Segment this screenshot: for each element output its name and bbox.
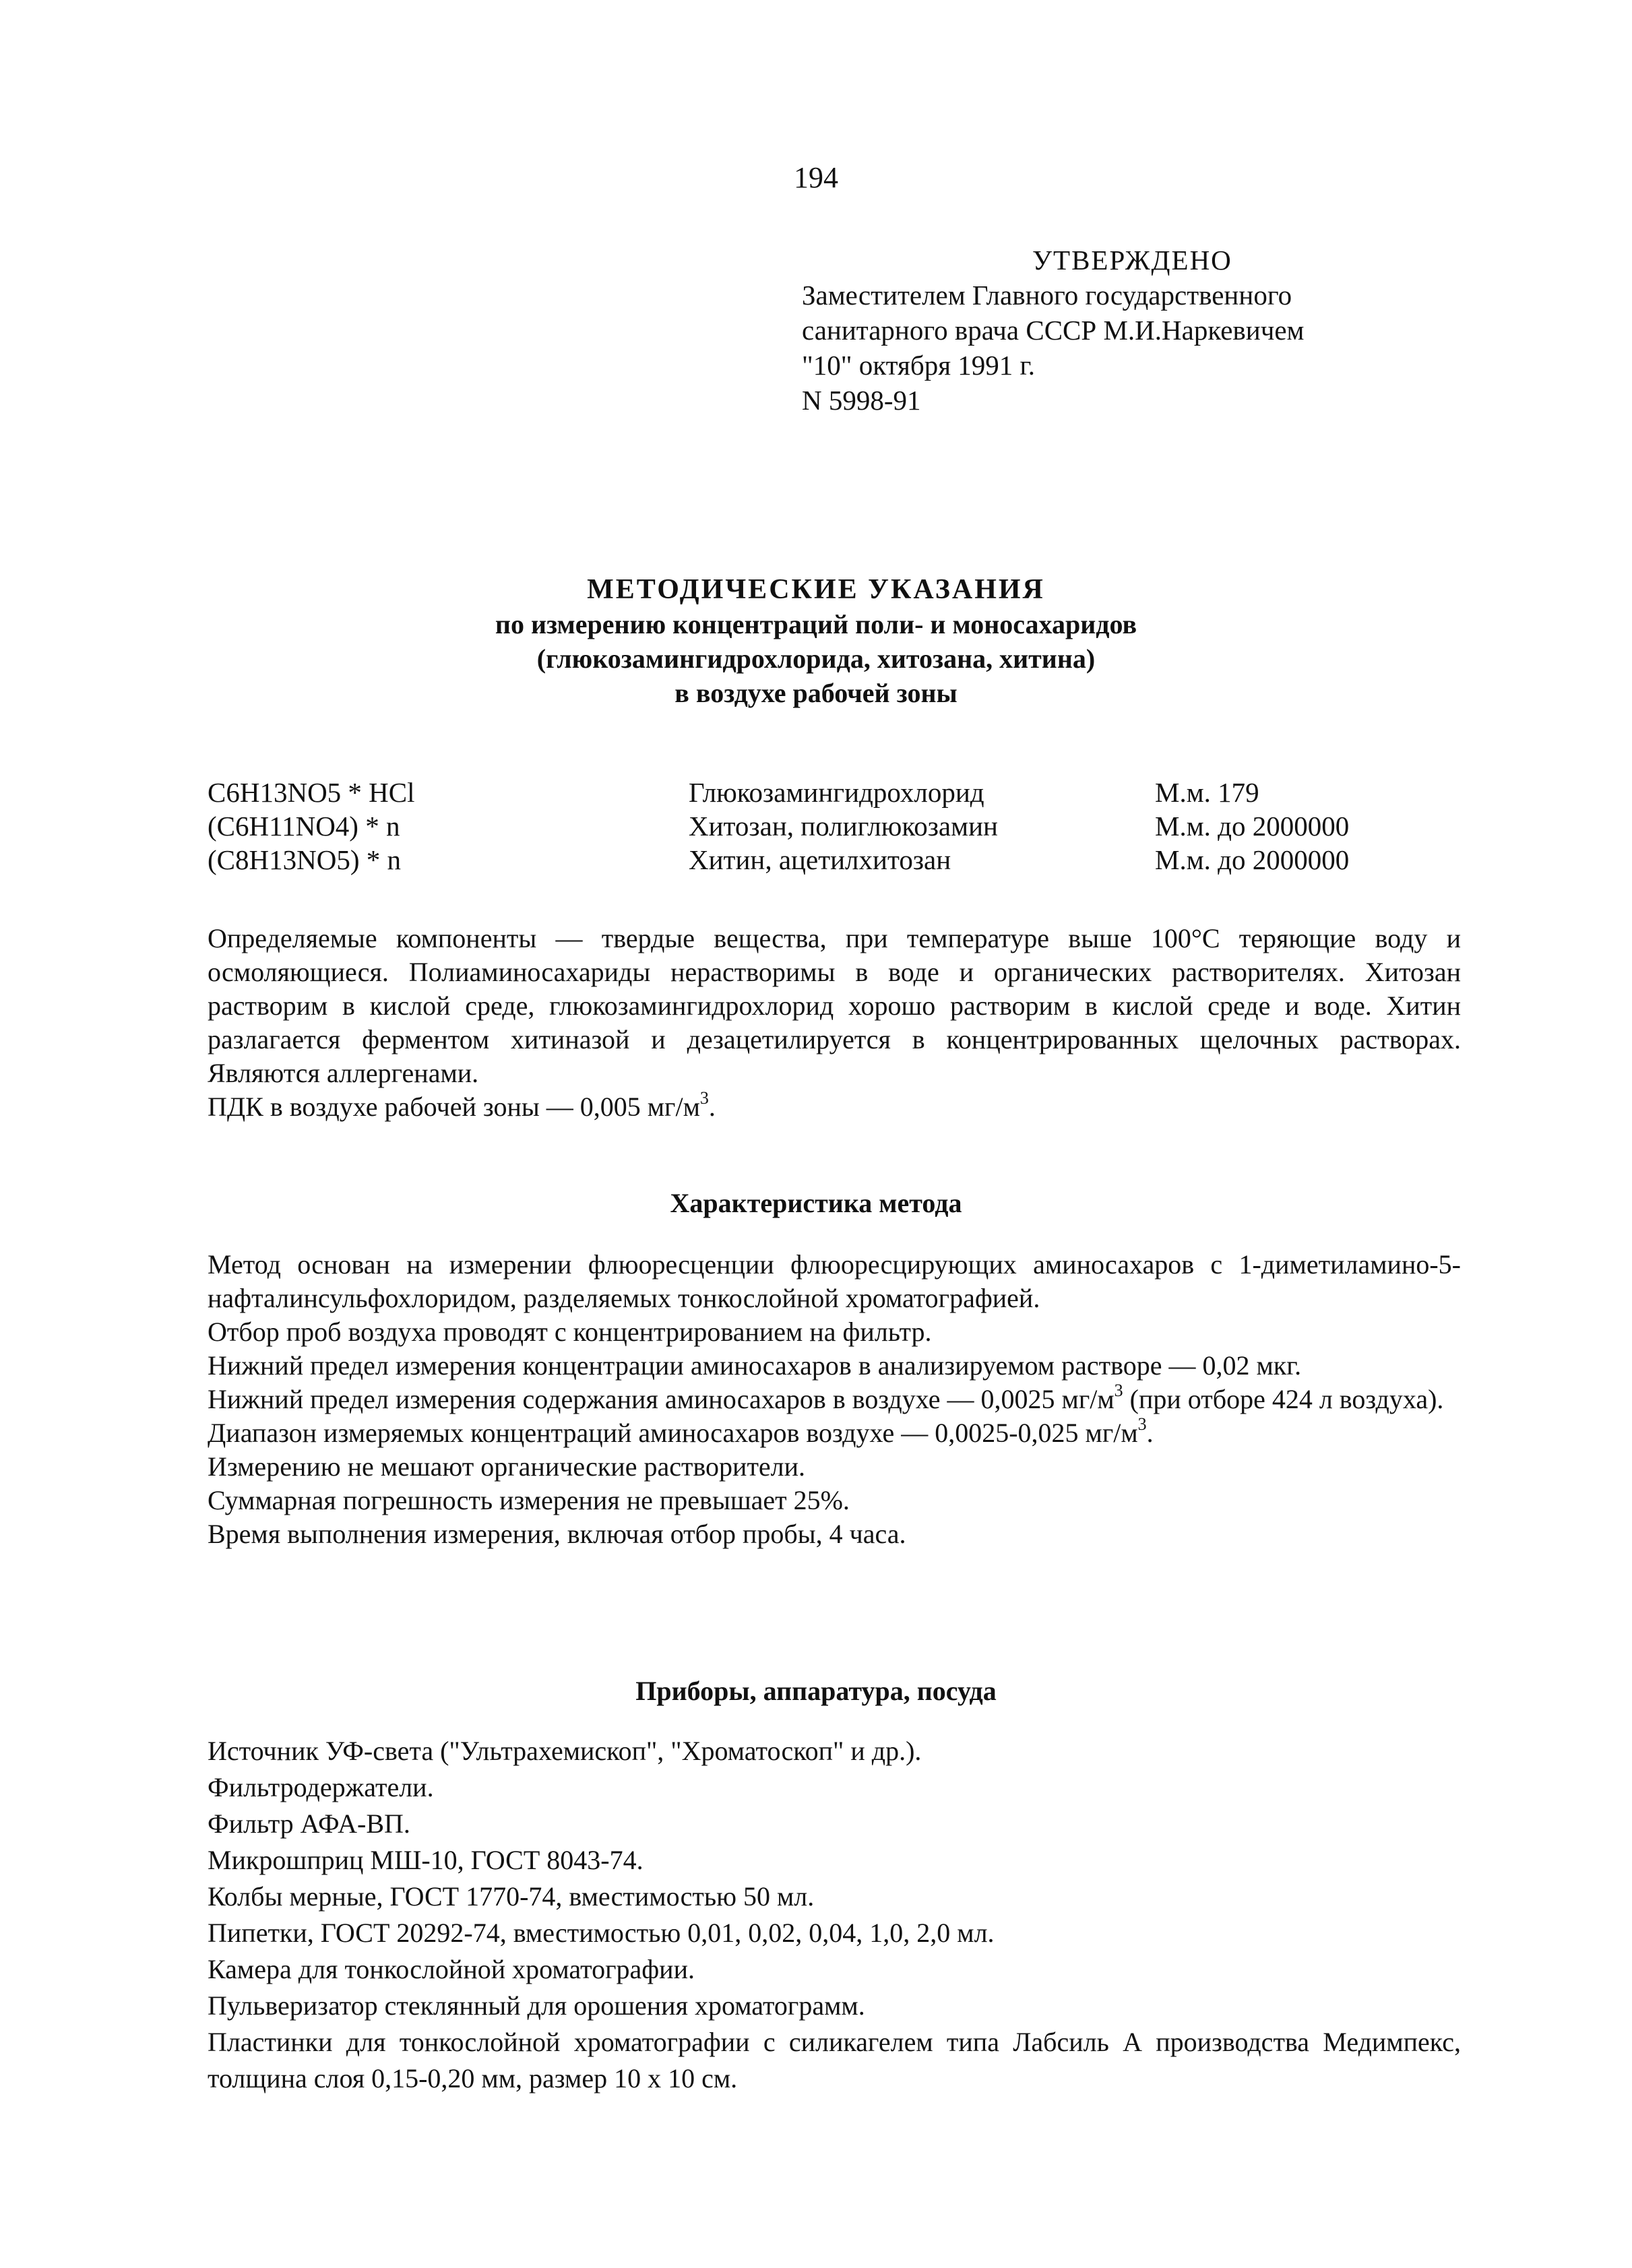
intro-section — [208, 922, 1461, 1124]
substance-mass: М.м. до 2000000 — [1155, 811, 1350, 842]
equipment-item: Фильтродержатели. — [208, 1772, 434, 1802]
method-paragraph: Суммарная погрешность измерения не превышает 25%. — [208, 1485, 850, 1515]
pdk-line — [208, 1090, 1461, 1124]
document-title-line: (глюкозамингидрохлорида, хитозана, хитина) — [536, 643, 1096, 674]
substance-mass: М.м. до 2000000 — [1155, 844, 1350, 875]
substance-row — [208, 776, 1349, 810]
method-sup: 3 — [1137, 1414, 1147, 1434]
equipment-item: Микрошприц МШ-10, ГОСТ 8043-74. — [208, 1845, 644, 1875]
pdk-end: . — [708, 1092, 716, 1122]
method-text: . — [1146, 1418, 1154, 1448]
approval-stamp — [802, 243, 1305, 418]
equipment-item: Камера для тонкослойной хроматографии. — [208, 1954, 695, 1984]
equipment-item: Пипетки, ГОСТ 20292-74, вместимостью 0,01, 0,02, 0,04, 1,0, 2,0 мл. — [208, 1918, 995, 1948]
substance-formula: C6H13NO5 * HCl — [208, 777, 415, 808]
equipment-item: Колбы мерные, ГОСТ 1770-74, вместимостью 50 мл. — [208, 1881, 815, 1912]
method-text: Диапазон измеряемых концентраций аминосахаров воздухе — 0,0025-0,025 мг/м — [208, 1418, 1138, 1448]
substance-formula: (C8H13NO5) * n — [208, 844, 401, 875]
equipment-item: Пульверизатор стеклянный для орошения хроматограмм. — [208, 1990, 865, 2021]
pdk-text: ПДК в воздухе рабочей зоны — 0,005 мг/м — [208, 1092, 700, 1122]
method-paragraph: Отбор проб воздуха проводят с концентрированием на фильтр. — [208, 1317, 932, 1347]
equipment-heading: Приборы, аппаратура, посуда — [635, 1676, 997, 1706]
method-paragraph: Нижний предел измерения концентрации аминосахаров в анализируемом растворе — 0,02 мкг. — [208, 1350, 1302, 1381]
substance-mass: М.м. 179 — [1155, 777, 1259, 808]
substance-row — [208, 810, 1349, 844]
approval-title: УТВЕРЖДЕНО — [1032, 245, 1232, 276]
method-heading: Характеристика метода — [670, 1188, 962, 1218]
page-number: 194 — [794, 161, 838, 194]
substance-name: Хитин, ацетилхитозан — [689, 844, 951, 875]
document-title — [0, 573, 1632, 710]
approval-line: санитарного врача СССР М.И.Наркевичем — [802, 315, 1305, 346]
substance-row — [208, 844, 1349, 877]
pdk-sup: 3 — [699, 1088, 709, 1108]
equipment-item: Фильтр АФА-ВП. — [208, 1808, 410, 1839]
document-title-main: МЕТОДИЧЕСКИЕ УКАЗАНИЯ — [587, 574, 1045, 605]
method-paragraph: Метод основан на измерении флюоресценции флюоресцирующих аминосахаров с 1-диметиламино-5-нафталинсульфохлоридом, разделяемых тонкослойной хроматографией. — [208, 1249, 1461, 1313]
method-paragraph — [208, 1383, 1461, 1416]
method-sup: 3 — [1114, 1381, 1123, 1400]
equipment-item: Пластинки для тонкослойной хроматографии с силикагелем типа Лабсиль А производства Медимпекс, толщина слоя 0,15-0,20 мм, размер 10 х 10 см. — [208, 2027, 1461, 2093]
substance-name: Глюкозамингидрохлорид — [689, 777, 984, 808]
approval-line: N 5998-91 — [802, 385, 921, 416]
substance-name: Хитозан, полиглюкозамин — [689, 811, 998, 842]
approval-line: "10" октября 1991 г. — [802, 350, 1035, 381]
substances-table — [208, 776, 1349, 877]
equipment-item: Источник УФ-света ("Ультрахемископ", "Хроматоскоп" и др.). — [208, 1736, 922, 1766]
method-paragraph — [208, 1416, 1461, 1450]
intro-paragraph: Определяемые компоненты — твердые вещества, при температуре выше 100°С теряющие воду и осмоляющиеся. Полиаминосахариды нерастворимы в воде и органических растворителях. Хитозан растворим в кислой среде, глюкозамингидрохлорид хорошо растворим в кислой среде и воде. Хитин разлагается ферментом хитиназой и дезацетилируется в концентрированных щелочных растворах. Являются аллергенами. — [208, 923, 1461, 1088]
document-title-line: по измерению концентраций поли- и моносахаридов — [495, 609, 1137, 639]
method-text: Нижний предел измерения содержания аминосахаров в воздухе — 0,0025 мг/м — [208, 1384, 1115, 1414]
equipment-section — [208, 1733, 1461, 2097]
approval-line: Заместителем Главного государственного — [802, 280, 1292, 311]
substance-formula: (C6H11NO4) * n — [208, 811, 400, 842]
method-paragraph: Измерению не мешают органические растворители. — [208, 1451, 806, 1482]
method-text: (при отборе 424 л воздуха). — [1123, 1384, 1444, 1414]
document-title-line: в воздухе рабочей зоны — [674, 678, 958, 708]
method-section — [208, 1248, 1461, 1551]
method-paragraph: Время выполнения измерения, включая отбор пробы, 4 часа. — [208, 1519, 906, 1549]
